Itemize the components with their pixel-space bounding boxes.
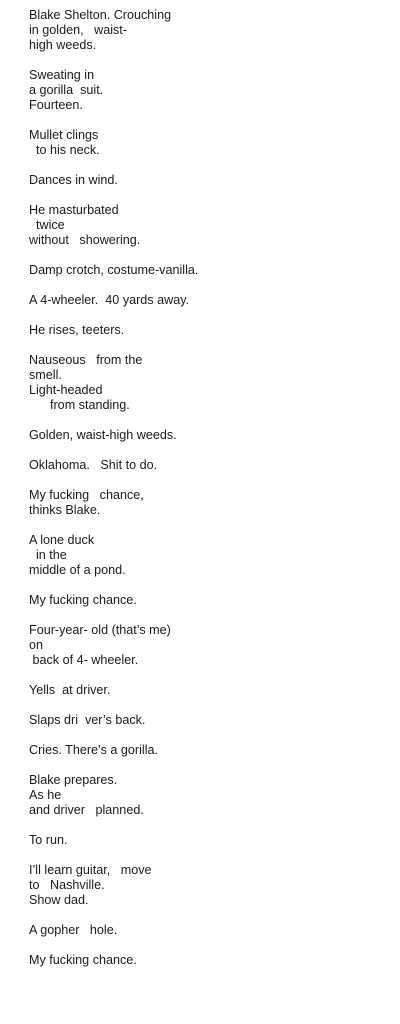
poem-line: Damp crotch, costume-vanilla. (29, 263, 199, 277)
poem-line: back of 4- wheeler. (29, 653, 139, 667)
poem-line: Blake prepares. (29, 773, 118, 787)
poem-line: a gorilla suit. (29, 83, 104, 97)
poem-stanza (29, 953, 389, 968)
poem-stanza (29, 173, 389, 188)
poem-stanza (29, 323, 389, 338)
poem-line: middle of a pond. (29, 563, 126, 577)
poem-line: Yells at driver. (29, 683, 111, 697)
poem-line: Golden, waist-high weeds. (29, 428, 177, 442)
poem-stanza (29, 353, 389, 413)
poem-line: high weeds. (29, 38, 97, 52)
poem-stanza (29, 773, 389, 818)
poem-stanza (29, 743, 389, 758)
poem-line: Cries. There’s a gorilla. (29, 743, 159, 757)
poem-line: twice (29, 218, 65, 232)
poem-line: My fucking chance, (29, 488, 144, 502)
poem-line: in the (29, 548, 67, 562)
poem-stanza (29, 263, 389, 278)
poem-stanza (29, 593, 389, 608)
poem (29, 8, 389, 983)
poem-line: Show dad. (29, 893, 89, 907)
poem-stanza (29, 488, 389, 518)
poem-line: without showering. (29, 233, 141, 247)
poem-stanza (29, 683, 389, 698)
poem-line: Blake Shelton. Crouching (29, 8, 172, 22)
poem-line: Slaps dri ver’s back. (29, 713, 146, 727)
poem-stanza (29, 428, 389, 443)
poem-stanza (29, 293, 389, 308)
poem-line: A gopher hole. (29, 923, 118, 937)
poem-stanza (29, 863, 389, 908)
poem-stanza (29, 923, 389, 938)
poem-line: to his neck. (29, 143, 100, 157)
poem-line: to Nashville. (29, 878, 105, 892)
poem-stanza (29, 533, 389, 578)
poem-line: thinks Blake. (29, 503, 101, 517)
poem-stanza (29, 713, 389, 728)
poem-line: My fucking chance. (29, 953, 137, 967)
poem-line: Sweating in (29, 68, 95, 82)
poem-line: As he (29, 788, 62, 802)
poem-stanza (29, 8, 389, 53)
poem-line: and driver planned. (29, 803, 144, 817)
poem-line: Nauseous from the (29, 353, 143, 367)
poem-stanza (29, 203, 389, 248)
poem-line: in golden, waist- (29, 23, 128, 37)
poem-stanza (29, 623, 389, 668)
poem-line: He masturbated (29, 203, 119, 217)
poem-line: smell. (29, 368, 62, 382)
poem-stanza (29, 128, 389, 158)
poem-line: My fucking chance. (29, 593, 137, 607)
poem-stanza (29, 833, 389, 848)
poem-line: from standing. (29, 398, 130, 412)
poem-line: Mullet clings (29, 128, 99, 142)
poem-line: A lone duck (29, 533, 95, 547)
poem-stanza (29, 458, 389, 473)
poem-stanza (29, 68, 389, 113)
poem-line: Dances in wind. (29, 173, 118, 187)
poem-line: To run. (29, 833, 68, 847)
poem-line: A 4-wheeler. 40 yards away. (29, 293, 190, 307)
poem-line: on (29, 638, 44, 652)
poem-line: Light-headed (29, 383, 103, 397)
poem-line: He rises, teeters. (29, 323, 125, 337)
poem-line: I’ll learn guitar, move (29, 863, 152, 877)
poem-line: Fourteen. (29, 98, 83, 112)
poem-line: Four-year- old (that’s me) (29, 623, 171, 637)
poem-line: Oklahoma. Shit to do. (29, 458, 158, 472)
